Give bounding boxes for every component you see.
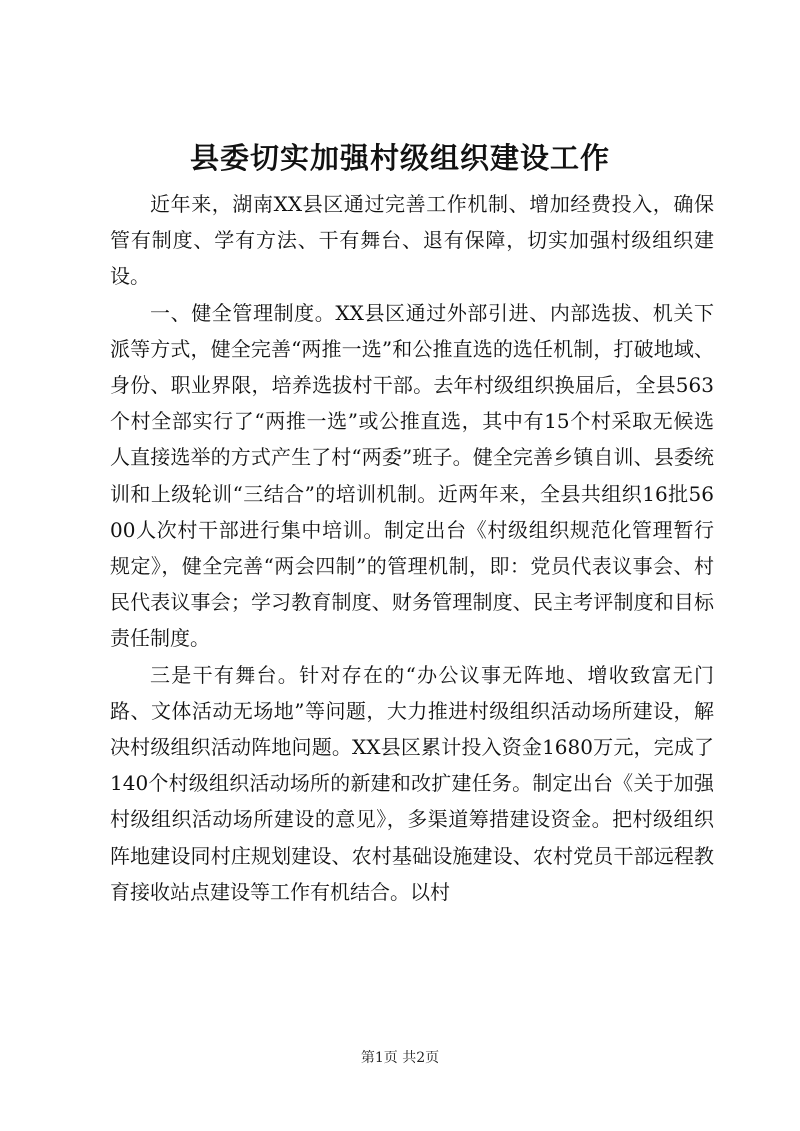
page-footer: 第1页 共2页	[360, 1050, 440, 1066]
document-title: 县委切实加强村级组织建设工作	[189, 141, 610, 175]
paragraph-management: 一、健全管理制度。XX县区通过外部引进、内部选拔、机关下派等方式，健全完善“两推一选”和公推直选的选任机制，打破地域、身份、职业界限，培养选拔村干部。去年村级组织换届后，全县563个村全部实行了“两推一选”或公推直选，其中有15个村采取无候选人直接选举的方式产生了村“两委”班子。健全完善乡镇自训、县委统训和上级轮训“三结合”的培训机制。近两年来，全县共组织16批5600人次村干部进行集中培训。制定出台《村级组织规范化管理暂行规定》，健全完善“两会四制”的管理机制，即：党员代表议事会、村民代表议事会；学习教育制度、财务管理制度、民主考评制度和目标责任制度。	[110, 300, 714, 651]
document-body	[110, 186, 714, 910]
paragraph-intro: 近年来，湖南XX县区通过完善工作机制、增加经费投入，确保管有制度、学有方法、干有舞台、退有保障，切实加强村级组织建设。	[110, 192, 714, 289]
paragraph-stage: 三是干有舞台。针对存在的“办公议事无阵地、增收致富无门路、文体活动无场地”等问题，大力推进村级组织活动场所建设，解决村级组织活动阵地问题。XX县区累计投入资金1680万元，完成了140个村级组织活动场所的新建和改扩建任务。制定出台《关于加强村级组织活动场所建设的意见》，多渠道筹措建设资金。把村级组织阵地建设同村庄规划建设、农村基础设施建设、农村党员干部远程教育接收站点建设等工作有机结合。以村	[110, 662, 714, 904]
